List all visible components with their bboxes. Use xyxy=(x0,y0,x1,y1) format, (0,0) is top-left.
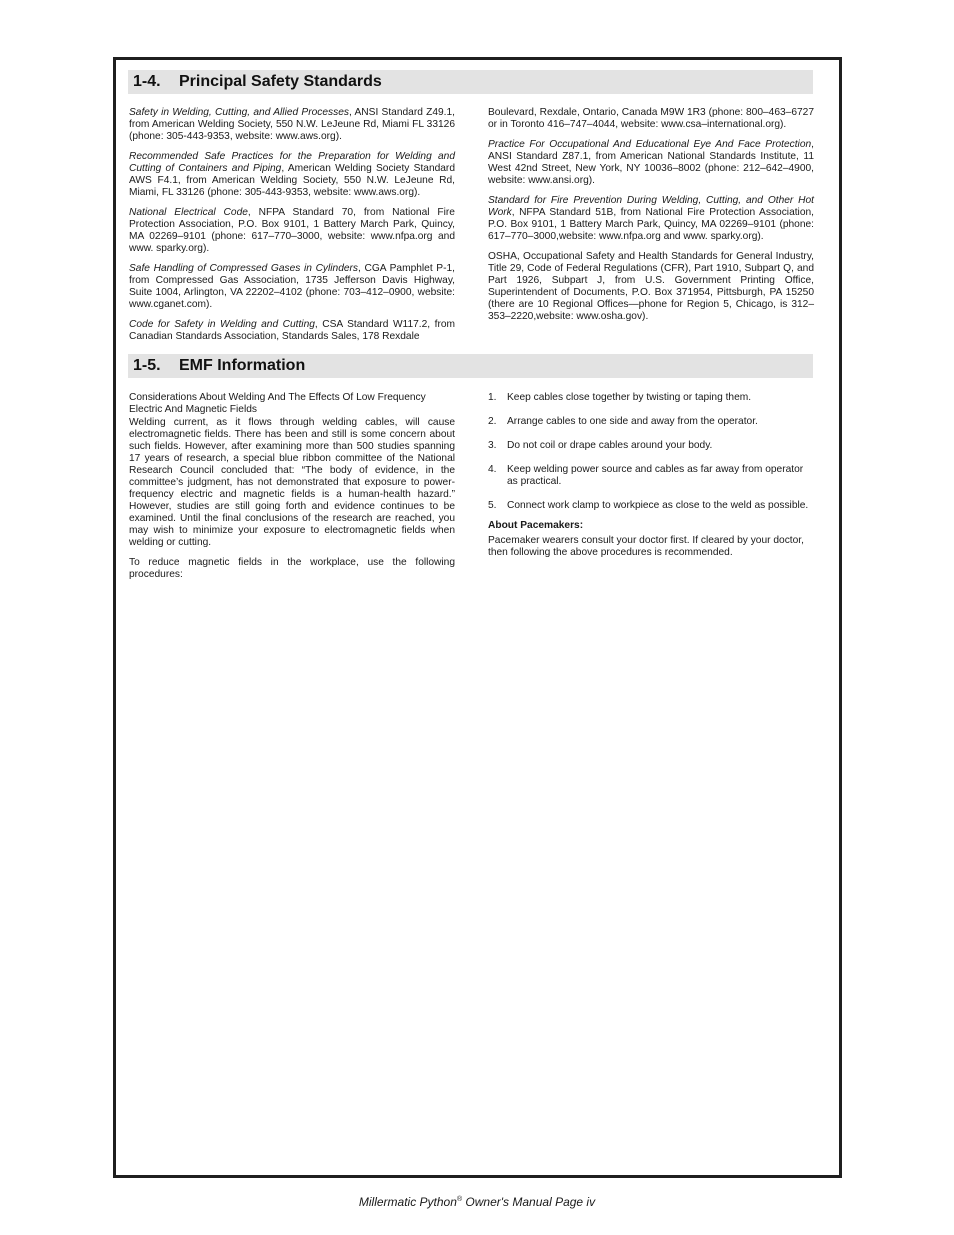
emf-procedures-lead: To reduce magnetic fields in the workplace, use the following procedures: xyxy=(129,557,455,580)
standard-entry xyxy=(129,263,455,311)
standard-title: Safe Handling of Compressed Gases in Cylinders xyxy=(129,263,359,274)
section-title: EMF Information xyxy=(179,357,306,374)
standard-entry xyxy=(129,319,455,343)
standard-entry xyxy=(488,139,814,187)
section-heading-principal-safety-standards xyxy=(128,70,813,94)
standard-details: Boulevard, Rexdale, Ontario, Canada M9W 1R3 (phone: 800–463–6727 or in Toronto 416–747–4044, website: www.csa–international.org). xyxy=(488,107,814,130)
list-number: 5. xyxy=(488,500,497,511)
list-number: 4. xyxy=(488,464,497,475)
list-item xyxy=(488,464,814,488)
standard-details: , ANSI Standard Z49.1, from American Welding Society, 550 N.W. LeJeune Rd, Miami FL 33126 (phone: 305-443-9353, website: www.aws.org). xyxy=(129,107,456,142)
safety-standards-left-column xyxy=(129,107,455,351)
list-number: 1. xyxy=(488,392,497,403)
section-number: 1-5. xyxy=(133,357,161,374)
footer-product-name: Millermatic Python xyxy=(358,1195,457,1209)
list-number: 2. xyxy=(488,416,497,427)
standard-details: , NFPA Standard 51B, from National Fire Protection Association, P.O. Box 9101, 1 Battery March Park, Quincy, MA 02269–9101 (phone: 617–770–3000,website: www.nfpa.org and www. sparky.org). xyxy=(488,207,814,242)
section-title: Principal Safety Standards xyxy=(179,73,382,90)
list-item xyxy=(488,416,814,428)
emf-right-column xyxy=(488,392,814,567)
safety-standards-right-column xyxy=(488,107,814,331)
emf-procedure-list xyxy=(488,392,814,512)
standard-entry xyxy=(129,107,455,143)
standard-entry xyxy=(488,195,814,243)
standard-entry xyxy=(488,107,814,131)
list-item xyxy=(488,440,814,452)
pacemakers-heading: About Pacemakers: xyxy=(488,520,584,531)
standard-details: , CSA Standard W117.2, from Canadian Standards Association, Standards Sales, 178 Rexdale xyxy=(129,319,455,342)
list-text: Arrange cables to one side and away from the operator. xyxy=(507,416,758,427)
standard-title: National Electrical Code xyxy=(129,207,248,218)
standard-entry xyxy=(129,207,455,255)
list-number: 3. xyxy=(488,440,497,451)
footer-page-label: Owner's Manual Page iv xyxy=(462,1195,596,1209)
standard-title: Standard for Fire Prevention During Welding, Cutting, and Other Hot Work xyxy=(488,195,814,218)
standard-entry xyxy=(129,151,455,199)
list-text: Do not coil or drape cables around your body. xyxy=(507,440,713,451)
footer-registered-mark: ® xyxy=(456,1196,463,1203)
list-text: Keep welding power source and cables as far away from operator as practical. xyxy=(507,464,804,487)
standard-details: , American Welding Society Standard AWS F4.1, from American Welding Society, 550 N.W. LeJeune Rd, Miami, FL 33126 (phone: 305-443-9353, website: www.aws.org). xyxy=(129,163,455,198)
standard-entry xyxy=(488,251,814,323)
standard-title: Code for Safety in Welding and Cutting xyxy=(129,319,315,330)
emf-left-column xyxy=(129,392,455,589)
standard-details: , ANSI Standard Z87.1, from American National Standards Institute, 11 West 42nd Street, New York, NY 10036–8002 (phone: 212–642–4900, website: www.ansi.org). xyxy=(488,139,814,186)
standard-title: Practice For Occupational And Educational Eye And Face Protection xyxy=(488,139,812,150)
section-number: 1-4. xyxy=(133,73,161,90)
section-heading-emf-information xyxy=(128,354,813,378)
standard-title: Safety in Welding, Cutting, and Allied Processes xyxy=(129,107,349,118)
standard-title: Recommended Safe Practices for the Preparation for Welding and Cutting of Containers and Piping xyxy=(129,151,455,174)
emf-body: Welding current, as it flows through welding cables, will cause electromagnetic fields. There has been and still is some concern about such fields. However, after examining more than 500 studies spanning 17 years of research, a special blue ribbon committee of the National Research Council concluded that: “The body of evidence, in the committee’s judgment, has not demonstrated that exposure to power-frequency electric and magnetic fields is a human-health hazard.” However, studies are still going forth and evidence continues to be examined. Until the final conclusions of the research are reached, you may wish to minimize your exposure to electromagnetic fields when welding or cutting. xyxy=(129,417,455,548)
list-text: Keep cables close together by twisting or taping them. xyxy=(507,392,752,403)
standard-details: , CGA Pamphlet P-1, from Compressed Gas Association, 1735 Jefferson Davis Highway, Suite 1004, Arlington, VA 22202–4102 (phone: 703–412–0900, website: www.cganet.com). xyxy=(129,263,455,310)
standard-details: , NFPA Standard 70, from National Fire Protection Association, P.O. Box 9101, 1 Battery March Park, Quincy, MA 02269–9101 (phone: 617–770–3000, website: www.nfpa.org and www. sparky.org). xyxy=(129,207,455,254)
pacemakers-text: Pacemaker wearers consult your doctor first. If cleared by your doctor, then following the above procedures is recommended. xyxy=(488,535,804,558)
list-item xyxy=(488,500,814,512)
standard-details: OSHA, Occupational Safety and Health Standards for General Industry, Title 29, Code of Federal Regulations (CFR), Part 1910, Subpart Q, and Part 1926, Subpart J, from U.S. Government Printing Office, Superintendent of Documents, P.O. Box 371954, Pittsburgh, PA 15250 (there are 10 Regional Offices—phone for Region 5, Chicago, is 312–353–2220,website: www.osha.gov). xyxy=(488,251,814,322)
page-footer xyxy=(0,1195,954,1209)
list-text: Connect work clamp to workpiece as close to the weld as possible. xyxy=(507,500,809,511)
emf-intro: Considerations About Welding And The Effects Of Low Frequency Electric And Magnetic Fields xyxy=(129,392,426,415)
list-item xyxy=(488,392,814,404)
